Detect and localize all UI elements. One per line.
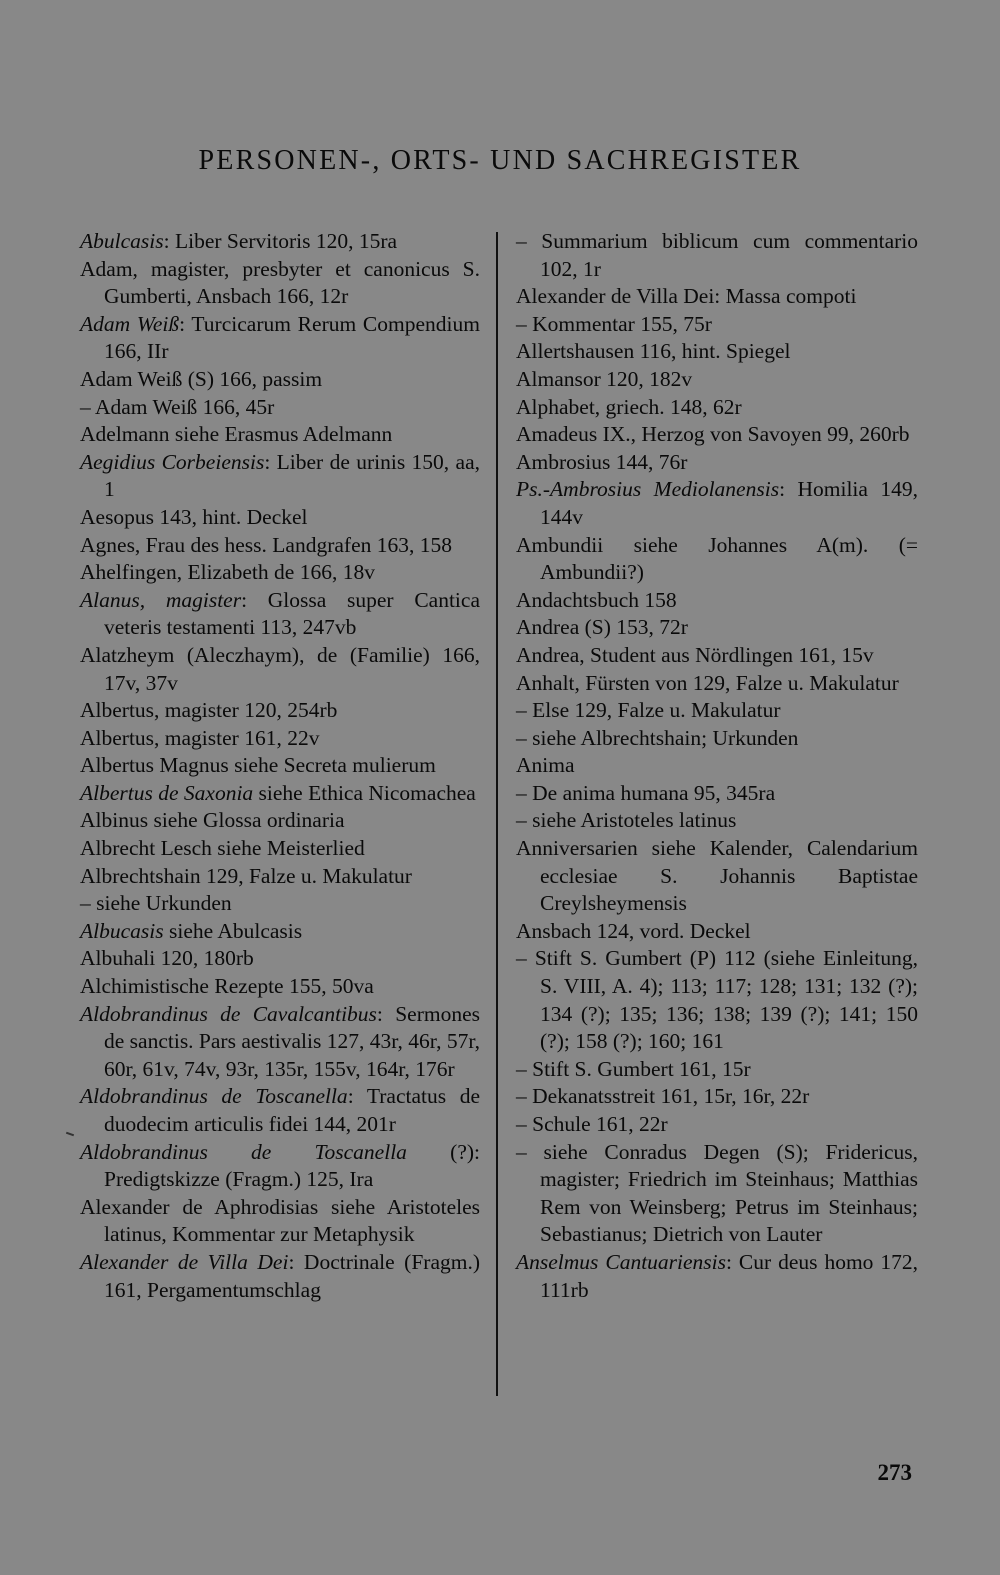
index-entry	[80, 945, 480, 973]
page-title: PERSONEN-, ORTS- UND SACHREGISTER	[198, 145, 802, 176]
index-entry-text: – Schule 161, 22r	[516, 1112, 668, 1136]
index-entry-lead: Aldobrandinus de Toscanella	[80, 1139, 407, 1164]
index-entry-text: Adam, magister, presbyter et canonicus S. Gumberti, Ansbach 166, 12r	[80, 256, 480, 309]
index-entry	[516, 642, 918, 670]
index-entry-text: siehe Abulcasis	[163, 918, 303, 943]
index-entry-text: : Tractatus de duodecim articulis fidei 144, 201r	[104, 1084, 480, 1136]
index-entry	[516, 918, 918, 946]
index-entry	[80, 532, 480, 560]
index-entry	[516, 835, 918, 918]
index-entry	[80, 973, 480, 1001]
index-entry	[80, 807, 480, 835]
index-entry-text: : Cur deus homo 172, 111rb	[540, 1249, 918, 1302]
index-entry	[80, 890, 480, 918]
index-entry-text: siehe Ethica Nicomachea	[253, 780, 476, 805]
index-column-left	[80, 228, 480, 1304]
index-entry-text: – Summarium biblicum cum commentario 102, 1r	[516, 229, 918, 281]
index-entry-text: – siehe Conradus Degen (S); Fridericus, magister; Friedrich im Steinhaus; Matthias Rem von Weinsberg; Petrus im Steinhaus; Sebastianus; Dietrich von Lauter	[516, 1139, 918, 1247]
index-entry	[80, 1249, 480, 1304]
index-entry-lead: Albucasis	[80, 918, 164, 943]
index-entry-text: Anhalt, Fürsten von 129, Falze u. Makulatur	[516, 670, 899, 695]
index-entry	[516, 1111, 918, 1139]
index-entry-text: – Else 129, Falze u. Makulatur	[516, 698, 781, 723]
index-entry	[80, 311, 480, 366]
index-entry-text: : Glossa super Cantica veteris testamenti 113, 247vb	[104, 587, 480, 640]
index-entry	[516, 752, 918, 780]
index-entry	[516, 614, 918, 642]
index-entry	[80, 780, 480, 808]
index-entry-lead: Aldobrandinus de Cavalcantibus	[80, 1001, 377, 1026]
index-entry	[516, 449, 918, 477]
index-entry	[516, 476, 918, 531]
index-entry-text: : Doctrinale (Fragm.) 161, Pergamentumschlag	[104, 1249, 480, 1302]
index-entry-text: Albrecht Lesch siehe Meisterlied	[80, 836, 365, 861]
index-entry	[516, 945, 918, 1055]
index-entry-text: Alexander de Aphrodisias siehe Aristoteles latinus, Kommentar zur Metaphysik	[80, 1194, 480, 1247]
index-entry	[516, 228, 918, 283]
index-entry	[80, 421, 480, 449]
index-entry	[516, 311, 918, 339]
index-entry	[80, 642, 480, 697]
index-entry	[80, 1139, 480, 1194]
index-entry	[80, 835, 480, 863]
index-entry	[516, 366, 918, 394]
index-entry	[80, 394, 480, 422]
index-entry	[80, 1001, 480, 1084]
index-entry	[80, 559, 480, 587]
index-entry-text: : Liber Servitoris 120, 15ra	[163, 229, 398, 253]
index-entry-text: Adam Weiß (S) 166, passim	[80, 366, 323, 391]
index-entry-text: Anniversarien siehe Kalender, Calendarium ecclesiae S. Johannis Baptistae Creylsheymensis	[516, 836, 918, 916]
index-entry	[80, 752, 480, 780]
index-entry	[516, 338, 918, 366]
index-entry	[80, 918, 480, 946]
index-entry	[80, 587, 480, 642]
index-entry	[80, 697, 480, 725]
index-entry-text: Ambrosius 144, 76r	[516, 449, 688, 474]
index-entry-text: Ahelfingen, Elizabeth de 166, 18v	[80, 560, 375, 585]
index-entry-text: – De anima humana 95, 345ra	[516, 780, 776, 805]
index-entry-text: Andrea (S) 153, 72r	[516, 615, 688, 640]
index-entry-text: Aesopus 143, hint. Deckel	[80, 504, 308, 529]
index-entry-text: – Stift S. Gumbert (P) 112 (siehe Einleitung, S. VIII, A. 4); 113; 117; 128; 131; 132 (?); 134 (?); 135; 136; 138; 139 (?); 141; 150 (?); 158 (?); 160; 161	[516, 946, 918, 1054]
index-entry-text: : Turcicarum Rerum Compendium 166, IIr	[104, 311, 480, 364]
index-entry	[516, 1083, 918, 1111]
index-entry-text: : Homilia 149, 144v	[540, 477, 918, 529]
index-entry-text: : Liber de urinis 150, aa, 1	[104, 449, 480, 502]
index-entry-lead: Aldobrandinus de Toscanella	[80, 1084, 348, 1109]
index-entry-text: – Stift S. Gumbert 161, 15r	[516, 1056, 751, 1081]
index-entry-text: Albertus, magister 120, 254rb	[80, 698, 338, 723]
index-entry	[516, 587, 918, 615]
index-entry-lead: Abulcasis	[80, 229, 164, 253]
index-entry-lead: Adam Weiß	[80, 311, 180, 336]
index-entry	[516, 394, 918, 422]
index-entry-text: Adelmann siehe Erasmus Adelmann	[80, 422, 393, 447]
index-entry-text: Amadeus IX., Herzog von Savoyen 99, 260rb	[516, 422, 910, 447]
index-entry	[516, 1249, 918, 1304]
index-entry-text: – siehe Aristoteles latinus	[516, 808, 737, 833]
margin-mark	[66, 1132, 74, 1137]
index-entry-text: Ambundii siehe Johannes A(m). (= Ambundii?)	[516, 532, 918, 585]
index-column-right	[516, 228, 918, 1304]
index-entry	[516, 1056, 918, 1084]
index-entry	[80, 1194, 480, 1249]
index-entry-text: Andrea, Student aus Nördlingen 161, 15v	[516, 642, 874, 667]
index-entry	[80, 1083, 480, 1138]
index-entry	[516, 532, 918, 587]
index-entry	[80, 256, 480, 311]
index-entry-text: Albrechtshain 129, Falze u. Makulatur	[80, 863, 412, 888]
index-entry-text: Alphabet, griech. 148, 62r	[516, 394, 742, 419]
index-entry	[516, 725, 918, 753]
index-entry-lead: Alanus, magister	[80, 587, 242, 612]
index-entry	[80, 228, 480, 256]
index-entry	[516, 670, 918, 698]
page-number: 273	[877, 1460, 912, 1485]
index-entry-text: – siehe Urkunden	[80, 891, 232, 916]
index-entry-text: (?): Predigtskizze (Fragm.) 125, Ira	[104, 1139, 480, 1192]
index-entry-lead: Aegidius Corbeiensis	[80, 449, 265, 474]
index-entry	[516, 421, 918, 449]
index-entry-text: : Sermones de sanctis. Pars aestivalis 127, 43r, 46r, 57r, 60r, 61v, 74v, 93r, 135r, 155v, 164r, 176r	[104, 1001, 480, 1081]
index-entry	[516, 807, 918, 835]
index-entry-text: Anima	[516, 753, 575, 778]
index-entry	[516, 283, 918, 311]
index-entry	[516, 697, 918, 725]
column-divider	[496, 232, 498, 1396]
index-entry	[516, 780, 918, 808]
index-entry-text: Albinus siehe Glossa ordinaria	[80, 808, 345, 833]
index-entry-text: – Kommentar 155, 75r	[516, 311, 712, 336]
index-entry-text: Andachtsbuch 158	[516, 587, 677, 612]
index-entry	[80, 725, 480, 753]
index-entry	[516, 1139, 918, 1249]
index-entry-lead: Albertus de Saxonia	[80, 780, 254, 805]
index-entry-text: Alchimistische Rezepte 155, 50va	[80, 974, 374, 999]
index-entry-text: Allertshausen 116, hint. Spiegel	[516, 339, 791, 364]
index-entry-text: Alexander de Villa Dei: Massa compoti	[516, 284, 857, 309]
index-entry-text: Albuhali 120, 180rb	[80, 946, 254, 971]
index-entry-text: – Adam Weiß 166, 45r	[80, 394, 275, 419]
index-entry-text: – siehe Albrechtshain; Urkunden	[516, 725, 799, 750]
index-entry	[80, 449, 480, 504]
index-entry	[80, 863, 480, 891]
index-entry-text: Ansbach 124, vord. Deckel	[516, 918, 751, 943]
index-entry-text: Albertus Magnus siehe Secreta mulierum	[80, 753, 436, 778]
index-entry	[80, 504, 480, 532]
index-entry-lead: Ps.-Ambrosius Mediolanensis	[516, 477, 780, 502]
index-entry-lead: Alexander de Villa Dei	[80, 1249, 289, 1274]
index-entry-text: Albertus, magister 161, 22v	[80, 725, 320, 750]
index-entry-text: – Dekanatsstreit 161, 15r, 16r, 22r	[516, 1084, 810, 1109]
index-entry-text: Agnes, Frau des hess. Landgrafen 163, 158	[80, 532, 452, 557]
index-entry-lead: Anselmus Cantuariensis	[516, 1249, 727, 1274]
index-entry	[80, 366, 480, 394]
index-entry-text: Alatzheym (Aleczhaym), de (Familie) 166, 17v, 37v	[80, 642, 480, 695]
index-entry-text: Almansor 120, 182v	[516, 366, 693, 391]
